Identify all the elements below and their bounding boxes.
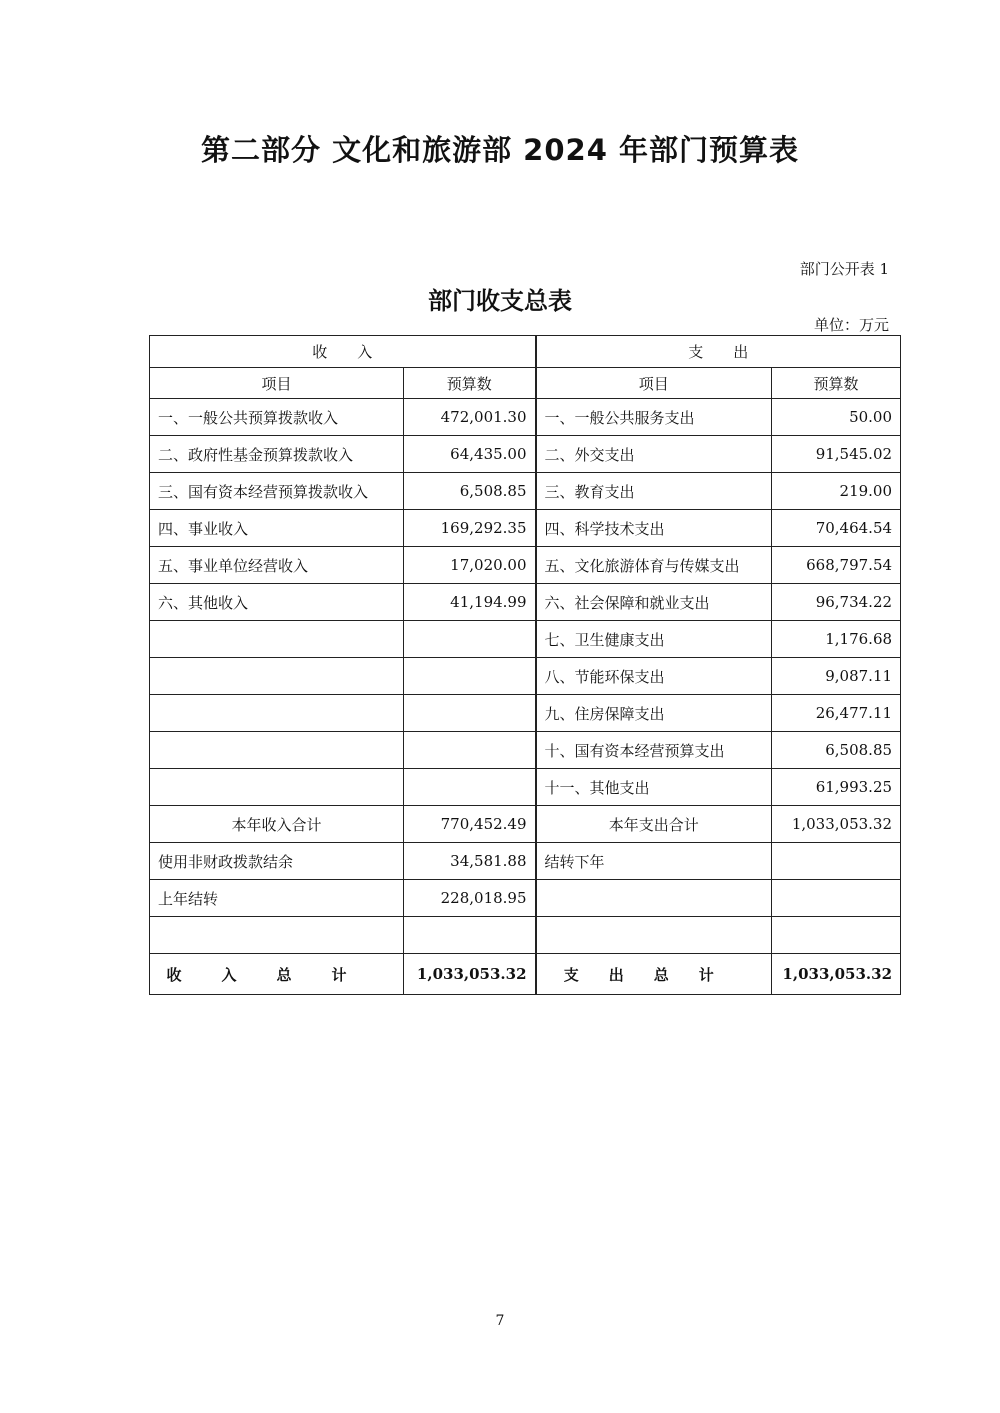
income-amount xyxy=(404,695,536,732)
part-title: 第二部分 文化和旅游部 2024 年部门预算表 xyxy=(200,133,799,167)
income-amount: 169,292.35 xyxy=(404,510,536,547)
income-amount: 17,020.00 xyxy=(404,547,536,584)
page-number: 7 xyxy=(495,1313,505,1329)
income-item-header: 项目 xyxy=(150,368,404,399)
unit-label: 单位：万元 xyxy=(813,316,889,334)
expense-amount xyxy=(772,843,901,880)
expense-item: 九、住房保障支出 xyxy=(536,695,772,732)
expense-item: 六、社会保障和就业支出 xyxy=(536,584,772,621)
expense-header: 支 出 xyxy=(536,336,901,368)
table-row xyxy=(150,510,901,547)
expense-amount: 26,477.11 xyxy=(772,695,901,732)
table-row xyxy=(150,880,901,917)
table-row xyxy=(150,547,901,584)
income-total-amount: 1,033,053.32 xyxy=(404,954,536,995)
expense-subtotal-label: 本年支出合计 xyxy=(536,806,772,843)
income-item: 六、其他收入 xyxy=(150,584,404,621)
income-item xyxy=(150,621,404,658)
expense-item: 二、外交支出 xyxy=(536,436,772,473)
expense-budget-header: 预算数 xyxy=(772,368,901,399)
income-amount xyxy=(404,732,536,769)
income-item: 使用非财政拨款结余 xyxy=(150,843,404,880)
table-row xyxy=(150,732,901,769)
table-row xyxy=(150,621,901,658)
income-amount: 472,001.30 xyxy=(404,399,536,436)
expense-item: 一、一般公共服务支出 xyxy=(536,399,772,436)
income-item xyxy=(150,732,404,769)
expense-item: 三、教育支出 xyxy=(536,473,772,510)
column-header-row xyxy=(150,368,901,399)
income-item: 三、国有资本经营预算拨款收入 xyxy=(150,473,404,510)
expense-total-label: 支出总计 xyxy=(536,954,772,995)
total-row xyxy=(150,954,901,995)
table-row xyxy=(150,584,901,621)
expense-amount: 61,993.25 xyxy=(772,769,901,806)
expense-item: 五、文化旅游体育与传媒支出 xyxy=(536,547,772,584)
income-amount: 34,581.88 xyxy=(404,843,536,880)
income-item xyxy=(150,769,404,806)
income-amount: 41,194.99 xyxy=(404,584,536,621)
expense-amount: 219.00 xyxy=(772,473,901,510)
expense-item xyxy=(536,917,772,954)
income-amount xyxy=(404,917,536,954)
income-amount xyxy=(404,658,536,695)
income-item: 上年结转 xyxy=(150,880,404,917)
income-amount: 228,018.95 xyxy=(404,880,536,917)
expense-amount: 1,176.68 xyxy=(772,621,901,658)
income-subtotal-label: 本年收入合计 xyxy=(150,806,404,843)
table-row xyxy=(150,917,901,954)
expense-subtotal-amount: 1,033,053.32 xyxy=(772,806,901,843)
expense-amount: 96,734.22 xyxy=(772,584,901,621)
expense-item-header: 项目 xyxy=(536,368,772,399)
expense-item xyxy=(536,880,772,917)
income-item: 一、一般公共预算拨款收入 xyxy=(150,399,404,436)
income-item xyxy=(150,695,404,732)
table-row xyxy=(150,695,901,732)
expense-item: 十一、其他支出 xyxy=(536,769,772,806)
expense-amount xyxy=(772,917,901,954)
expense-amount: 50.00 xyxy=(772,399,901,436)
expense-amount xyxy=(772,880,901,917)
expense-amount: 6,508.85 xyxy=(772,732,901,769)
budget-summary-table xyxy=(149,335,901,995)
expense-item: 结转下年 xyxy=(536,843,772,880)
expense-amount: 668,797.54 xyxy=(772,547,901,584)
table-row xyxy=(150,843,901,880)
income-item: 二、政府性基金预算拨款收入 xyxy=(150,436,404,473)
table-tag: 部门公开表 1 xyxy=(799,260,889,278)
expense-item: 四、科学技术支出 xyxy=(536,510,772,547)
subtotal-row xyxy=(150,806,901,843)
table-row xyxy=(150,473,901,510)
expense-amount: 91,545.02 xyxy=(772,436,901,473)
section-header-row xyxy=(150,336,901,368)
expense-item: 十、国有资本经营预算支出 xyxy=(536,732,772,769)
table-row xyxy=(150,769,901,806)
income-header: 收 入 xyxy=(150,336,536,368)
table-row xyxy=(150,399,901,436)
table-row xyxy=(150,658,901,695)
income-item xyxy=(150,917,404,954)
income-item xyxy=(150,658,404,695)
income-subtotal-amount: 770,452.49 xyxy=(404,806,536,843)
expense-item: 七、卫生健康支出 xyxy=(536,621,772,658)
table-row xyxy=(150,436,901,473)
income-amount xyxy=(404,621,536,658)
income-total-label: 收入总计 xyxy=(150,954,404,995)
expense-amount: 70,464.54 xyxy=(772,510,901,547)
income-item: 五、事业单位经营收入 xyxy=(150,547,404,584)
expense-amount: 9,087.11 xyxy=(772,658,901,695)
table-title: 部门收支总表 xyxy=(428,287,572,315)
income-amount: 64,435.00 xyxy=(404,436,536,473)
income-budget-header: 预算数 xyxy=(404,368,536,399)
income-amount: 6,508.85 xyxy=(404,473,536,510)
income-amount xyxy=(404,769,536,806)
expense-total-amount: 1,033,053.32 xyxy=(772,954,901,995)
expense-item: 八、节能环保支出 xyxy=(536,658,772,695)
income-item: 四、事业收入 xyxy=(150,510,404,547)
